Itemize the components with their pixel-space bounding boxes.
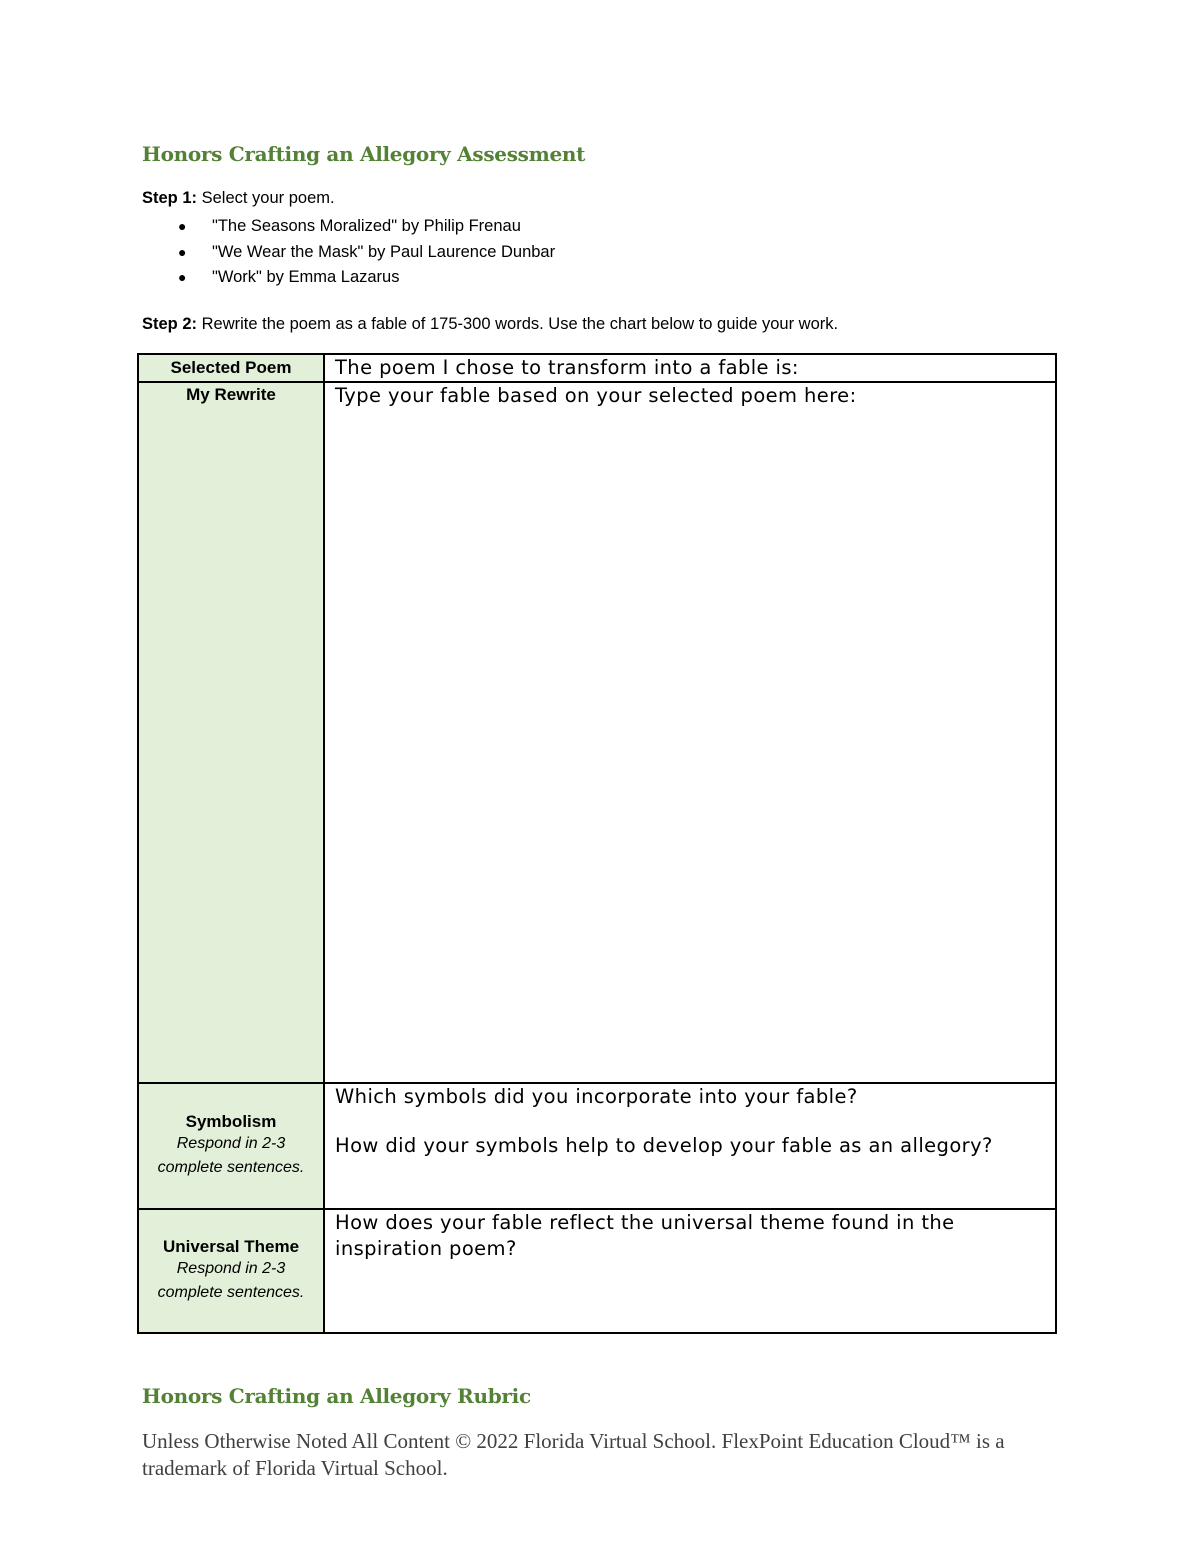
symbolism-question-1: Which symbols did you incorporate into your fable? [335,1085,858,1108]
selected-poem-label: Selected Poem [170,358,292,377]
symbolism-instruction-line1: Respond in 2-3 [176,1135,286,1152]
universal-theme-instruction-line2: complete sentences. [157,1284,305,1301]
symbolism-label: Symbolism [185,1112,277,1131]
step-2-label: Step 2: [142,315,198,333]
bullet-icon: ● [178,218,187,234]
universal-theme-instruction-line1: Respond in 2-3 [176,1260,286,1277]
list-item [178,265,555,291]
list-item [178,214,555,240]
selected-poem-label-cell [138,354,324,382]
step-2-instruction [142,315,838,334]
my-rewrite-prompt: Type your fable based on your selected poem here: [335,384,857,407]
bullet-icon: ● [178,243,187,260]
symbolism-question-2: How did your symbols help to develop your fable as an allegory? [335,1134,993,1157]
page-title: Honors Crafting an Allegory Assessment [142,142,586,166]
table-row [138,382,1056,1083]
universal-theme-question: How does your fable reflect the universal theme found in the inspiration poem? [335,1211,955,1260]
copyright-footer: Unless Otherwise Noted All Content © 2022 Florida Virtual School. FlexPoint Education Cloud™ is a trademark of Florida Virtual School. [142,1429,1005,1480]
step-1-label: Step 1: [142,189,198,207]
selected-poem-prompt: The poem I chose to transform into a fable is: [335,356,799,379]
step-1-instruction [142,189,335,208]
table-row [138,1083,1056,1209]
universal-theme-label-cell [138,1209,324,1333]
table-row [138,354,1056,382]
poem-option-text: "The Seasons Moralized" by Philip Frenau [212,217,521,235]
rubric-title: Honors Crafting an Allegory Rubric [142,1384,531,1408]
universal-theme-label: Universal Theme [162,1237,300,1256]
step-2-text: Rewrite the poem as a fable of 175-300 words. Use the chart below to guide your work. [197,315,839,333]
table-row [138,1209,1056,1333]
fable-chart-table [137,353,1057,1334]
my-rewrite-input[interactable] [324,382,1056,1083]
step-1-text: Select your poem. [197,189,335,207]
selected-poem-input[interactable] [324,354,1056,382]
bullet-icon: ● [178,269,187,285]
poem-options-list [178,214,555,291]
list-item [178,240,555,266]
universal-theme-input[interactable] [324,1209,1056,1333]
poem-option-text: "We Wear the Mask" by Paul Laurence Dunbar [212,242,556,261]
symbolism-label-cell [138,1083,324,1209]
my-rewrite-label: My Rewrite [186,385,276,404]
poem-option-text: "Work" by Emma Lazarus [212,268,400,286]
symbolism-instruction-line2: complete sentences. [157,1159,305,1176]
my-rewrite-label-cell [138,382,324,1083]
symbolism-input[interactable] [324,1083,1056,1209]
